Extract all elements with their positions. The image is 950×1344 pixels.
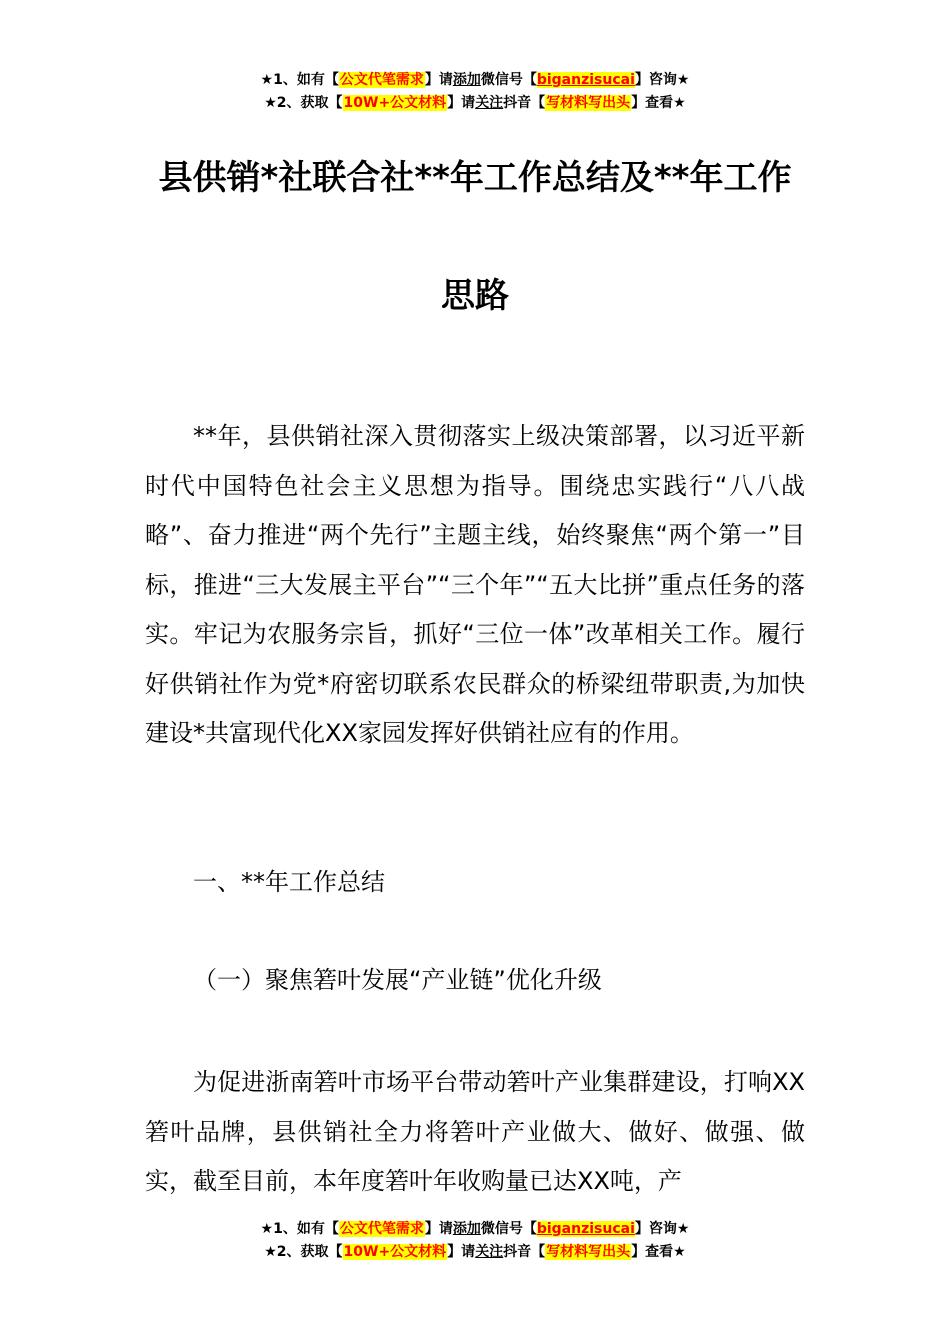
promo-emphasis: 添加 <box>452 1221 481 1237</box>
promo-text: 】请 <box>447 95 476 111</box>
promo-text: 】请 <box>447 1244 476 1260</box>
promo-text: 微信号【 <box>480 72 537 88</box>
promo-highlight: 10W+公文材料 <box>343 1244 447 1260</box>
promo-line-2 <box>0 1241 950 1264</box>
promo-text: 】咨询★ <box>634 1221 690 1237</box>
promo-text: ★2、获取【 <box>264 1244 343 1260</box>
promo-text: ★2、获取【 <box>264 95 343 111</box>
promo-text: 】咨询★ <box>634 72 690 88</box>
promo-text: 】查看★ <box>631 95 686 111</box>
promo-highlight: 10W+公文材料 <box>343 95 447 111</box>
promo-emphasis: 关注 <box>475 95 504 111</box>
promo-text: 】请 <box>424 72 453 88</box>
promo-highlight: 公文代笔需求 <box>339 72 424 88</box>
promo-text: 微信号【 <box>480 1221 537 1237</box>
promo-text: ★1、如有【 <box>260 1221 339 1237</box>
wechat-id-link[interactable]: biganzisucai <box>536 1221 635 1237</box>
footer-promo-banner <box>0 1218 950 1264</box>
subsection-heading: （一）聚焦箬叶发展“产业链”优化升级 <box>193 966 602 994</box>
promo-line-2 <box>0 92 950 115</box>
promo-highlight: 写材料写出头 <box>546 1244 631 1260</box>
promo-emphasis: 添加 <box>452 72 481 88</box>
promo-text: 抖音【 <box>503 1244 546 1260</box>
promo-text: ★1、如有【 <box>260 72 339 88</box>
promo-highlight: 公文代笔需求 <box>339 1221 424 1237</box>
promo-text: 抖音【 <box>503 95 546 111</box>
promo-line-1 <box>0 1218 950 1241</box>
document-title-continued: 思路 <box>441 276 509 316</box>
section-heading: 一、**年工作总结 <box>193 868 385 896</box>
promo-text: 】查看★ <box>631 1244 686 1260</box>
header-promo-banner <box>0 69 950 115</box>
body-paragraph: 为促进浙南箬叶市场平台带动箬叶产业集群建设，打响XX箬叶品牌，县供销社全力将箬叶产业做大、做好、做强、做实，截至目前，本年度箬叶年收购量已达XX吨，产 <box>145 1068 805 1195</box>
promo-emphasis: 关注 <box>475 1244 504 1260</box>
promo-highlight: 写材料写出头 <box>546 95 631 111</box>
intro-paragraph: **年，县供销社深入贯彻落实上级决策部署，以习近平新时代中国特色社会主义思想为指导。围绕忠实践行“八八战略”、奋力推进“两个先行”主题主线，始终聚焦“两个第一”目标，推进“三大发展主平台”“三个年”“五大比拼”重点任务的落实。牢记为农服务宗旨，抓好“三位一体”改革相关工作。履行好供销社作为党*府密切联系农民群众的桥梁纽带职责,为加快建设*共富现代化XX家园发挥好供销社应有的作用。 <box>145 422 805 747</box>
promo-line-1 <box>0 69 950 92</box>
wechat-id-link[interactable]: biganzisucai <box>536 72 635 88</box>
document-title: 县供销*社联合社**年工作总结及**年工作 <box>158 158 792 198</box>
promo-text: 】请 <box>424 1221 453 1237</box>
